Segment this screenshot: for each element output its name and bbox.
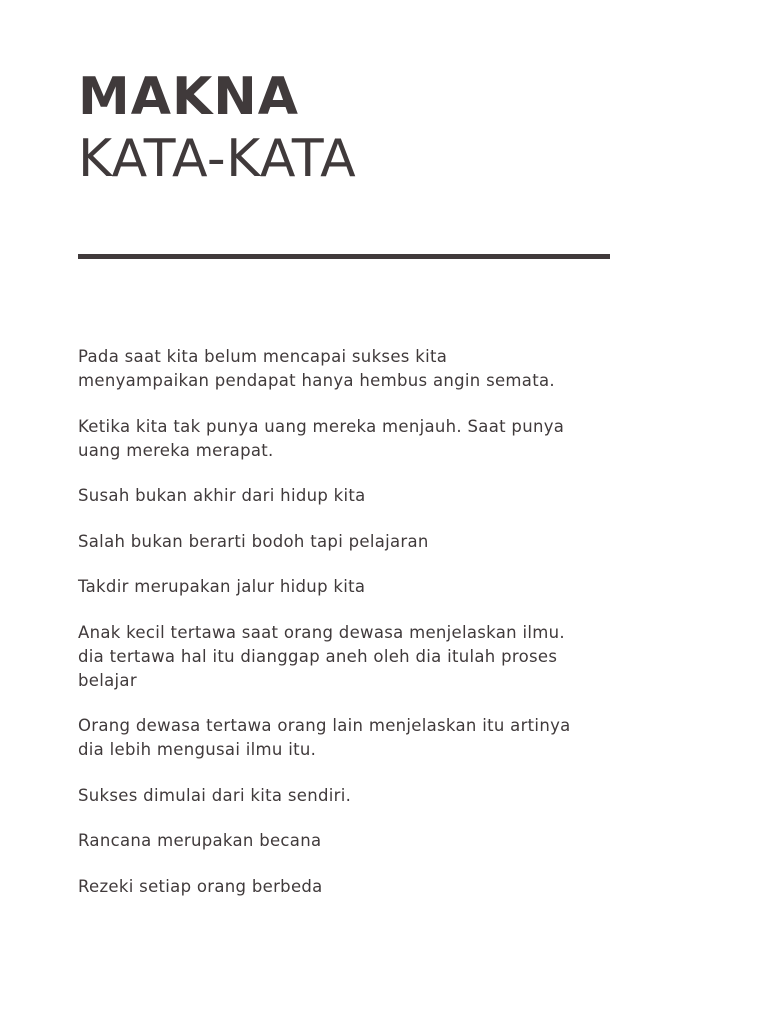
paragraph-line: Susah bukan akhir dari hidup kita bbox=[78, 486, 366, 505]
paragraph bbox=[78, 530, 618, 554]
paragraph bbox=[78, 784, 618, 808]
paragraph-line: Rezeki setiap orang berbeda bbox=[78, 876, 323, 896]
paragraph bbox=[78, 714, 618, 762]
paragraph-line: Salah bukan berarti bodoh tapi pelajaran bbox=[78, 531, 429, 551]
paragraph-line: Anak kecil tertawa saat orang dewasa menjelaskan ilmu. bbox=[78, 622, 565, 642]
paragraph bbox=[78, 875, 618, 899]
paragraph-line: Pada saat kita belum mencapai sukses kita bbox=[78, 347, 448, 366]
paragraph bbox=[78, 575, 618, 599]
paragraph-line: Takdir merupakan jalur hidup kita bbox=[78, 577, 366, 596]
paragraph-line: Ketika kita tak punya uang mereka menjauh. Saat punya bbox=[78, 416, 565, 436]
paragraph-line: menyampaikan pendapat hanya hembus angin semata. bbox=[78, 371, 555, 390]
title-line-2: KATA-KATA bbox=[78, 129, 357, 189]
paragraph bbox=[78, 415, 618, 463]
body-text bbox=[78, 345, 618, 920]
paragraph bbox=[78, 345, 618, 393]
paragraph-line: belajar bbox=[78, 670, 137, 690]
paragraph bbox=[78, 829, 618, 853]
paragraph-line: dia tertawa hal itu dianggap aneh oleh dia itulah proses bbox=[78, 646, 558, 666]
paragraph-line: uang mereka merapat. bbox=[78, 440, 274, 460]
paragraph bbox=[78, 484, 618, 508]
title-line-1: MAKNA bbox=[78, 67, 300, 127]
paragraph-line: dia lebih mengusai ilmu itu. bbox=[78, 740, 317, 759]
paragraph-line: Sukses dimulai dari kita sendiri. bbox=[78, 785, 352, 805]
paragraph bbox=[78, 621, 618, 693]
paragraph-line: Rancana merupakan becana bbox=[78, 831, 322, 850]
paragraph-line: Orang dewasa tertawa orang lain menjelaskan itu artinya bbox=[78, 716, 571, 735]
title-divider bbox=[78, 254, 610, 259]
